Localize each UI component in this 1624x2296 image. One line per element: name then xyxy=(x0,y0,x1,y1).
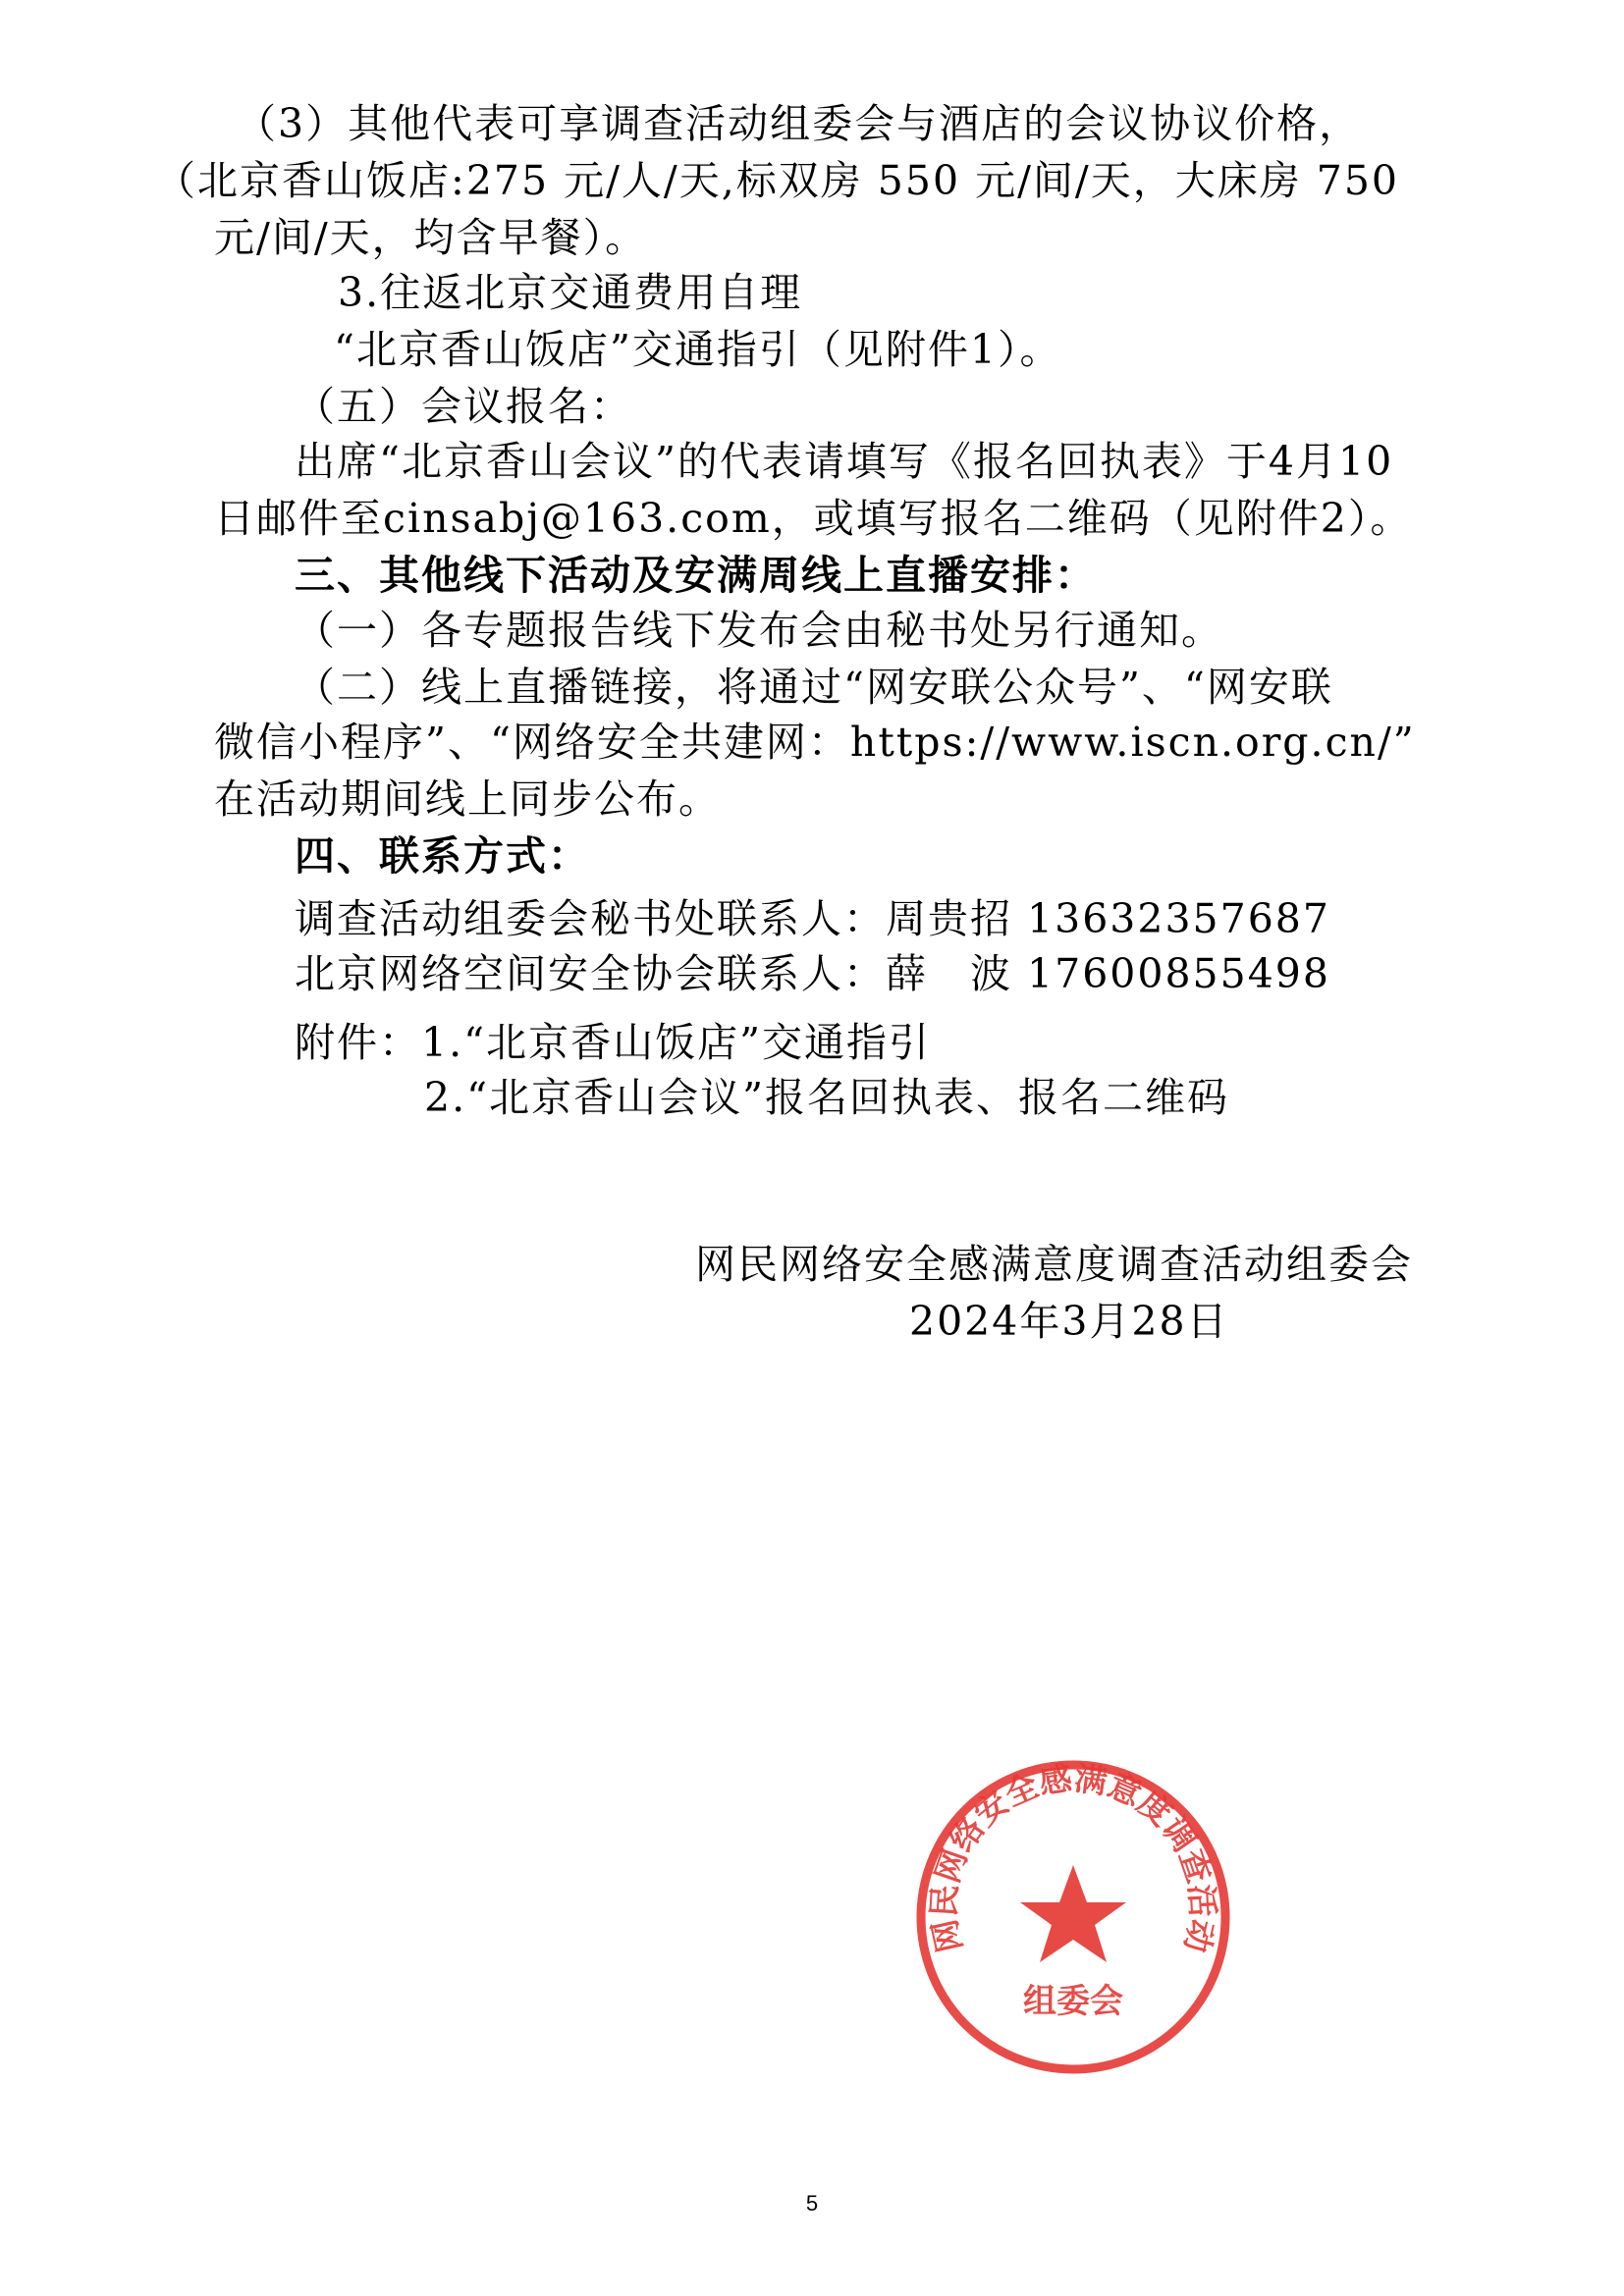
line-1: （3）其他代表可享调查活动组委会与酒店的会议协议价格， xyxy=(236,100,1362,147)
official-seal xyxy=(911,1755,1235,2079)
line-8: 日邮件至cinsabj@163.com，或填写报名二维码（见附件2）。 xyxy=(214,495,1413,542)
line-2: （北京香山饭店:275 元/人/天,标双房 550 元/间/天，大床房 750 xyxy=(155,157,1399,204)
signature-org: 网民网络安全感满意度调查活动组委会 xyxy=(695,1241,1413,1288)
line-3: 元/间/天，均含早餐）。 xyxy=(214,214,648,261)
contact-line-2: 北京网络空间安全协会联系人：薛 波 17600855498 xyxy=(295,950,1330,997)
line-10: （一）各专题报告线下发布会由秘书处另行通知。 xyxy=(295,607,1223,654)
line-13: 在活动期间线上同步公布。 xyxy=(214,775,721,823)
page-number: 5 xyxy=(805,2191,819,2216)
contact-line-1: 调查活动组委会秘书处联系人：周贵招 13632357687 xyxy=(295,895,1330,942)
line-4: 3.往返北京交通费用自理 xyxy=(338,269,803,316)
seal-arc-text: 网民网络安全感满意度调查活动 xyxy=(924,1758,1222,1956)
signature-date: 2024年3月28日 xyxy=(909,1298,1229,1345)
line-12: 微信小程序”、“网络安全共建网：https://www.iscn.org.cn/” xyxy=(214,719,1416,766)
line-7: 出席“北京香山会议”的代表请填写《报名回执表》于4月10 xyxy=(295,438,1394,485)
seal-bottom-text: 组委会 xyxy=(1023,1982,1123,2021)
heading-4: 四、联系方式： xyxy=(295,832,590,880)
seal-star-icon xyxy=(1020,1865,1126,1962)
line-6: （五）会议报名： xyxy=(295,383,632,430)
heading-3: 三、其他线下活动及安满周线上直播安排： xyxy=(295,552,1097,599)
attachment-line-2: 2.“北京香山会议”报名回执表、报名二维码 xyxy=(424,1074,1230,1121)
attachment-line-1: 附件：1.“北京香山饭店”交通指引 xyxy=(295,1019,932,1066)
line-5: “北京香山饭店”交通指引（见附件1）。 xyxy=(334,326,1062,373)
line-11: （二）线上直播链接，将通过“网安联公众号”、“网安联 xyxy=(295,664,1333,711)
